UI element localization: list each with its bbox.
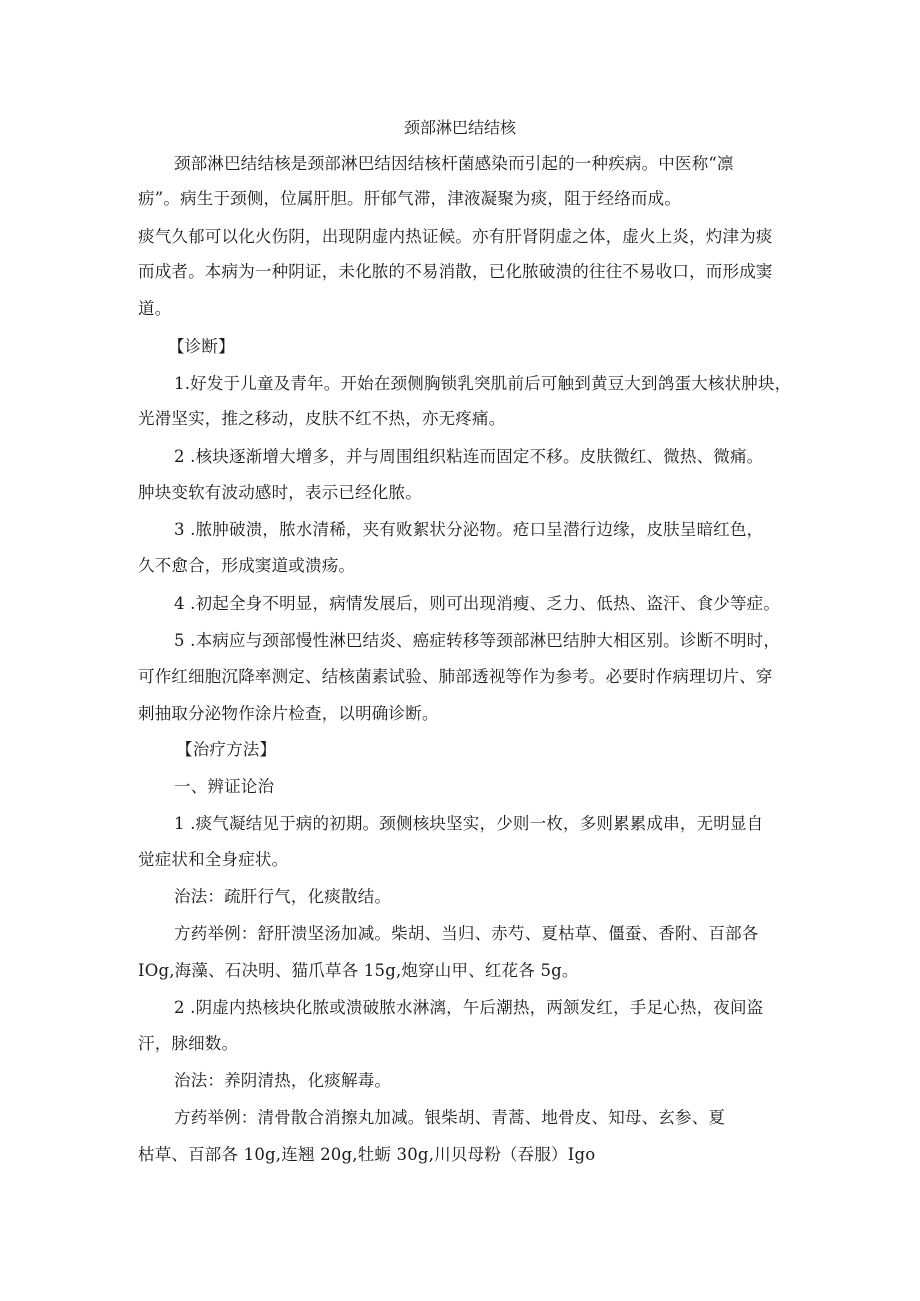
paragraph-line: 道。 xyxy=(138,299,172,318)
document-title: 颈部淋巴结结核 xyxy=(403,118,516,137)
paragraph-line: IOg,海藻、石决明、猫爪草各 15g,炮穿山甲、红花各 5g。 xyxy=(138,961,579,980)
paragraph-line: 而成者。本病为一种阴证，未化脓的不易消散，已化脓破溃的往往不易收口，而形成窦 xyxy=(138,262,773,281)
paragraph-line: 枯草、百部各 10g,连翘 20g,牡蛎 30g,川贝母粉（吞服）Igo xyxy=(138,1145,596,1164)
paragraph-line: 治法：疏肝行气，化痰散结。 xyxy=(174,887,392,906)
paragraph-line: 痰气久郁可以化火伤阴，出现阴虚内热证候。亦有肝肾阴虚之体，虚火上炎，灼津为痰 xyxy=(138,227,773,246)
paragraph-line: 5 .本病应与颈部慢性淋巴结炎、癌症转移等颈部淋巴结肿大相区别。诊断不明时， xyxy=(174,631,781,650)
paragraph-line: 1 .痰气凝结见于病的初期。颈侧核块坚实，少则一枚，多则累累成串，无明显自 xyxy=(174,814,764,833)
paragraph-line: 方药举例：舒肝溃坚汤加减。柴胡、当归、赤芍、夏枯草、僵蚕、香附、百部各 xyxy=(174,924,759,943)
paragraph-line: 汗，脉细数。 xyxy=(138,1034,239,1053)
paragraph-line: 3 .脓肿破溃，脓水清稀，夹有败絮状分泌物。疮口呈潜行边缘，皮肤呈暗红色， xyxy=(174,520,764,539)
paragraph-line: 颈部淋巴结结核是颈部淋巴结因结核杆菌感染而引起的一种疾病。中医称“凛 xyxy=(174,154,734,173)
section-heading-diagnosis: 【诊断】 xyxy=(168,337,235,356)
paragraph-line: 疬”。病生于颈侧，位属肝胆。肝郁气滞，津液凝聚为痰，阻于经络而成。 xyxy=(138,189,682,208)
paragraph-line: 肿块变软有波动感时，表示已经化脓。 xyxy=(138,483,422,502)
section-heading-treatment: 【治疗方法】 xyxy=(176,740,277,759)
paragraph-line: 觉症状和全身症状。 xyxy=(138,850,289,869)
paragraph-line: 刺抽取分泌物作涂片检查，以明确诊断。 xyxy=(138,704,439,723)
paragraph-line: 4 .初起全身不明显，病情发展后，则可出现消瘦、乏力、低热、盗汗、食少等症。 xyxy=(174,594,781,613)
paragraph-line: 1.好发于儿童及青年。开始在颈侧胸锁乳突肌前后可触到黄豆大到鸽蛋大核状肿块， xyxy=(174,374,792,393)
paragraph-line: 2 .核块逐渐增大增多，并与周围组织粘连而固定不移。皮肤微红、微热、微痛。 xyxy=(174,447,764,466)
paragraph-line: 方药举例：清骨散合消擦丸加减。银柴胡、青蒿、地骨皮、知母、玄参、夏 xyxy=(174,1108,726,1127)
subsection-heading: 一、辨证论治 xyxy=(174,777,275,796)
paragraph-line: 2 .阴虚内热核块化脓或溃破脓水淋漓，午后潮热，两颔发红，手足心热，夜间盗 xyxy=(174,998,764,1017)
paragraph-line: 久不愈合，形成窦道或溃疡。 xyxy=(138,556,356,575)
paragraph-line: 光滑坚实，推之移动，皮肤不红不热，亦无疼痛。 xyxy=(138,409,506,428)
paragraph-line: 可作红细胞沉降率测定、结核菌素试验、肺部透视等作为参考。必要时作病理切片、穿 xyxy=(138,667,773,686)
paragraph-line: 治法：养阴清热，化痰解毒。 xyxy=(174,1071,392,1090)
